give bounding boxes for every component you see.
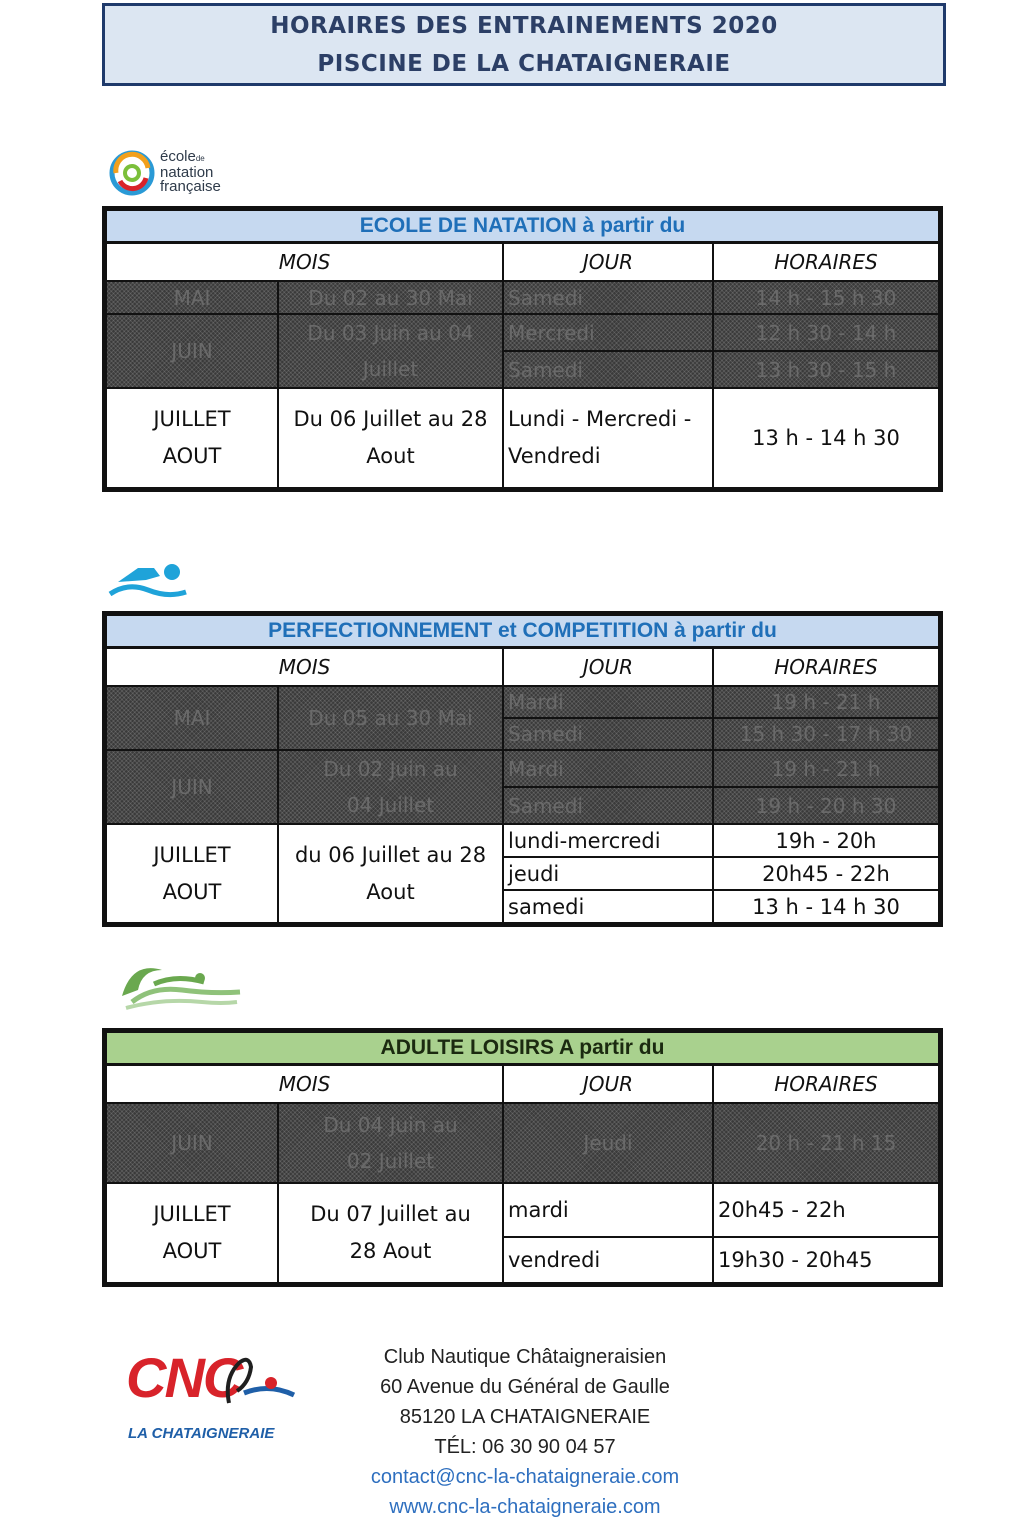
- past-month: JUIN: [106, 1103, 278, 1183]
- past-month: MAI: [106, 281, 278, 314]
- ecole-logo-text4: française: [160, 178, 221, 195]
- column-header-jour: JOUR: [503, 648, 713, 687]
- section-banner: ADULTE LOISIRS A partir du: [106, 1032, 939, 1065]
- club-city: 85120 LA CHATAIGNERAIE: [399, 1406, 651, 1428]
- current-dates: Du 07 Juillet au 28 Aout: [278, 1183, 503, 1283]
- past-day: Samedi: [503, 351, 713, 388]
- ecole-logo-text2: de: [195, 154, 205, 163]
- current-hours: 13 h - 14 h 30: [713, 890, 939, 923]
- current-month: JUILLET AOUT: [106, 824, 278, 923]
- past-day: Mercredi: [503, 314, 713, 351]
- current-day: vendredi: [503, 1237, 713, 1283]
- section-banner: PERFECTIONNEMENT et COMPETITION à partir du: [106, 615, 939, 648]
- past-hours: 12 h 30 - 14 h: [713, 314, 939, 351]
- column-header-mois: MOIS: [106, 648, 503, 687]
- column-header-jour: JOUR: [503, 1065, 713, 1104]
- current-hours: 20h45 - 22h: [713, 1183, 939, 1237]
- cnc-logo-subtitle: LA CHATAIGNERAIE: [128, 1425, 275, 1442]
- past-day: Samedi: [503, 787, 713, 824]
- swimmer-icon: [108, 560, 188, 602]
- past-hours: 19 h - 21 h: [713, 750, 939, 787]
- past-dates: Du 02 au 30 Mai: [278, 281, 503, 314]
- past-dates: Du 04 Juin au 02 Juillet: [278, 1103, 503, 1183]
- adulte-loisirs-table: [102, 1028, 943, 1287]
- column-header-mois: MOIS: [106, 1065, 503, 1104]
- past-hours: 14 h - 15 h 30: [713, 281, 939, 314]
- club-address: 60 Avenue du Général de Gaulle: [380, 1376, 670, 1398]
- current-dates: du 06 Juillet au 28 Aout: [278, 824, 503, 923]
- ecole-natation-logo: [108, 148, 238, 198]
- swirl-icon: [108, 148, 158, 198]
- cnc-swimmer-icon: [219, 1353, 299, 1413]
- current-hours: 13 h - 14 h 30: [713, 388, 939, 488]
- current-hours: 19h - 20h: [713, 824, 939, 857]
- column-header-horaires: HORAIRES: [713, 1065, 939, 1104]
- website-link[interactable]: www.cnc-la-chataigneraie.com: [389, 1496, 661, 1518]
- current-day: mardi: [503, 1183, 713, 1237]
- past-hours: 15 h 30 - 17 h 30: [713, 718, 939, 750]
- past-dates: Du 05 au 30 Mai: [278, 686, 503, 750]
- current-month: JUILLET AOUT: [106, 1183, 278, 1283]
- past-day: Mardi: [503, 686, 713, 718]
- email-link[interactable]: contact@cnc-la-chataigneraie.com: [370, 1466, 680, 1488]
- page-title-line1: HORAIRES DES ENTRAINEMENTS 2020: [270, 13, 778, 39]
- section-banner: ECOLE DE NATATION à partir du: [106, 210, 939, 243]
- past-hours: 19 h - 21 h: [713, 686, 939, 718]
- past-month: JUIN: [106, 750, 278, 824]
- cnc-logo-text: CNC: [126, 1346, 242, 1409]
- past-day: Mardi: [503, 750, 713, 787]
- current-dates: Du 06 Juillet au 28 Aout: [278, 388, 503, 488]
- club-phone: TÉL: 06 30 90 04 57: [434, 1436, 616, 1458]
- current-hours: 19h30 - 20h45: [713, 1237, 939, 1283]
- past-day: Samedi: [503, 281, 713, 314]
- past-hours: 19 h - 20 h 30: [713, 787, 939, 824]
- past-hours: 13 h 30 - 15 h: [713, 351, 939, 388]
- past-dates: Du 03 Juin au 04 Juillet: [278, 314, 503, 388]
- ecole-logo-text1: école: [160, 148, 196, 165]
- past-day: Jeudi: [503, 1103, 713, 1183]
- current-day: lundi-mercredi: [503, 824, 713, 857]
- past-month: MAI: [106, 686, 278, 750]
- column-header-jour: JOUR: [503, 243, 713, 282]
- club-address-block: [340, 1342, 710, 1522]
- past-dates: Du 02 Juin au 04 Juillet: [278, 750, 503, 824]
- ecole-natation-table: [102, 206, 943, 492]
- current-day: samedi: [503, 890, 713, 923]
- page-title-line2: PISCINE DE LA CHATAIGNERAIE: [317, 51, 731, 77]
- past-month: JUIN: [106, 314, 278, 388]
- past-day: Samedi: [503, 718, 713, 750]
- current-day: jeudi: [503, 857, 713, 890]
- cnc-logo: [124, 1345, 304, 1445]
- wave-swimmer-icon: [112, 956, 242, 1014]
- current-days: Lundi - Mercredi - Vendredi: [503, 388, 713, 488]
- club-name: Club Nautique Châtaigneraisien: [383, 1346, 667, 1368]
- past-hours: 20 h - 21 h 15: [713, 1103, 939, 1183]
- column-header-mois: MOIS: [106, 243, 503, 282]
- current-month: JUILLET AOUT: [106, 388, 278, 488]
- page-title-box: [102, 3, 946, 86]
- ecole-logo-text3: natation: [160, 164, 214, 181]
- column-header-horaires: HORAIRES: [713, 648, 939, 687]
- perfectionnement-table: [102, 611, 943, 927]
- column-header-horaires: HORAIRES: [713, 243, 939, 282]
- current-hours: 20h45 - 22h: [713, 857, 939, 890]
